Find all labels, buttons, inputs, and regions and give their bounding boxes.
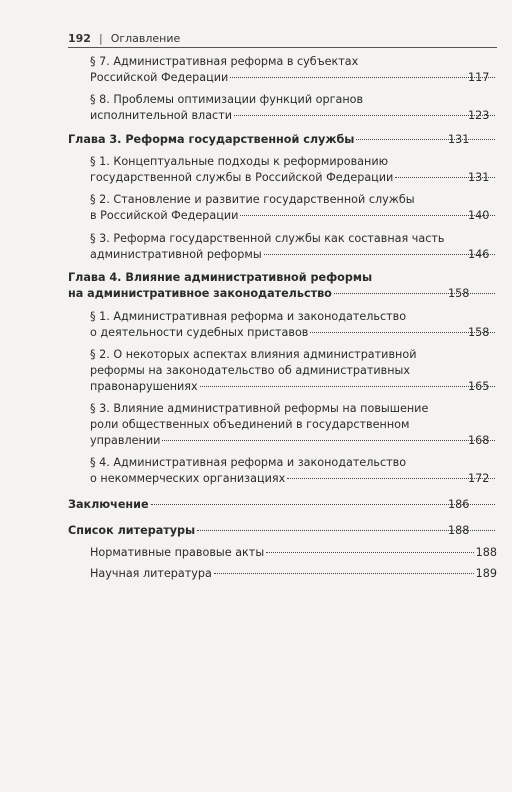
dot-leader [356,139,495,140]
toc-entry-line: § 3. Влияние административной реформы на повышение [90,402,429,415]
dot-leader [214,573,474,574]
toc-entry-line: исполнительной власти [90,109,232,122]
dot-leader [230,77,495,78]
toc-entry: Список литературы 188 [68,523,497,539]
dot-leader [234,115,495,116]
dot-leader [240,215,495,216]
toc-entry-line: Научная литература [90,567,212,580]
toc-entry-line: Нормативные правовые акты [90,546,265,559]
toc-entry-line: правонарушениях [90,380,198,393]
toc-entry-line: о некоммерческих организациях [90,472,286,485]
toc-entry-line: § 4. Административная реформа и законодательство [90,456,407,469]
toc-entry: Глава 3. Реформа государственной службы 131 [68,132,497,148]
toc-entry: § 7. Административная реформа в субъектах Российской Федерации 117 [68,54,497,86]
dot-leader [162,440,495,441]
toc-entry-line: § 7. Административная реформа в субъектах [90,55,359,68]
toc-entry: § 3. Влияние административной реформы на повышение роли общественных объединений в государственном управлении 168 [68,401,497,449]
toc-entry-line: § 8. Проблемы оптимизации функций органов [90,93,364,106]
toc-entry-line: административной реформы [90,248,262,261]
toc-entry-line: § 1. Концептуальные подходы к реформированию [90,155,389,168]
dot-leader [287,478,495,479]
toc-entry: § 1. Административная реформа и законодательство о деятельности судебных приставов 158 [68,309,497,341]
header-rule [68,47,497,48]
toc-entry: § 4. Административная реформа и законодательство о некоммерческих организациях 172 [68,455,497,487]
toc-entry-line: § 2. О некоторых аспектах влияния административной [90,348,417,361]
toc-entry-line: роли общественных объединений в государственном [90,418,410,431]
dot-leader [334,293,495,294]
toc-entry-line: Заключение [68,498,149,511]
toc-entry: Заключение 186 [68,497,497,513]
toc-entry: § 2. Становление и развитие государственной службы в Российской Федерации 140 [68,192,497,224]
toc-entry-line: § 3. Реформа государственной службы как составная часть [90,232,445,245]
dot-leader [151,504,495,505]
toc-entry-line: на административное законодательство [68,287,332,300]
dot-leader [395,177,495,178]
dot-leader [264,254,495,255]
toc-entry-line: о деятельности судебных приставов [90,326,309,339]
toc-entry [68,566,497,582]
toc-entry-line: § 1. Административная реформа и законодательство [90,310,407,323]
dot-leader [310,332,495,333]
page-number: 192 [68,31,91,45]
toc-entry: Глава 4. Влияние административной реформы на административное законодательство 158 [68,270,497,302]
toc-entry-line: в Российской Федерации [90,209,239,222]
toc-entry-line: реформы на законодательство об административных [90,364,410,377]
toc-entry-line: Глава 4. Влияние административной реформы [68,271,373,284]
dot-leader [266,552,473,553]
toc-entry-line: § 2. Становление и развитие государственной службы [90,193,415,206]
header-separator: | [98,31,103,45]
toc-entry: § 1. Концептуальные подходы к реформированию государственной службы в Российской Федерации 131 [68,154,497,186]
toc-entry-line: Глава 3. Реформа государственной службы [68,133,355,146]
toc-entry: § 8. Проблемы оптимизации функций органов исполнительной власти 123 [68,92,497,124]
toc-page-number: 188 [475,546,497,559]
toc-entry: § 2. О некоторых аспектах влияния административной реформы на законодательство об административных правонарушениях 165 [68,347,497,395]
toc-entry: § 3. Реформа государственной службы как составная часть административной реформы 146 [68,231,497,263]
toc-entry-line: управлении [90,434,161,447]
toc-entry-line: Российской Федерации [90,71,229,84]
toc-entry-line: государственной службы в Российской Федерации [90,171,394,184]
toc-entry [68,545,497,561]
toc-page-number: 189 [475,567,497,580]
running-header [68,30,497,46]
dot-leader [197,530,495,531]
toc-entry-line: Список литературы [68,524,196,537]
header-title: Оглавление [110,31,181,45]
dot-leader [200,386,495,387]
